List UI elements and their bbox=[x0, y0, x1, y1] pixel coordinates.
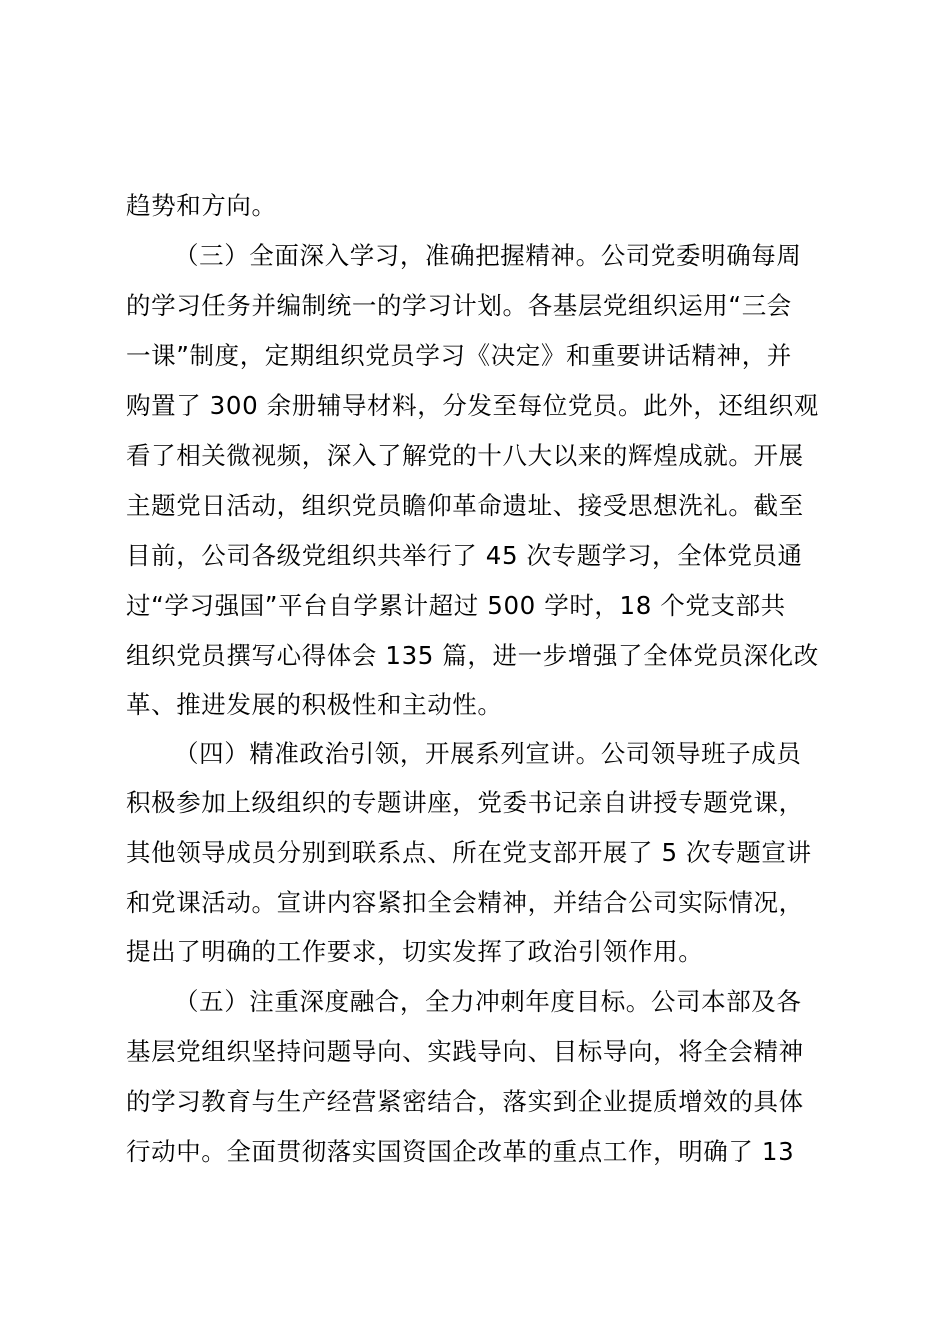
text-line: 购置了 300 余册辅导材料，分发至每位党员。此外，还组织观 bbox=[126, 391, 819, 420]
text-line: 目前，公司各级党组织共举行了 45 次专题学习，全体党员通 bbox=[126, 541, 803, 570]
section-heading-3: （三）全面深入学习，准确把握精神。公司党委明确每周 bbox=[174, 241, 802, 270]
text-line: 的学习教育与生产经营紧密结合，落实到企业提质增效的具体 bbox=[126, 1087, 804, 1116]
section-heading-4: （四）精准政治引领，开展系列宣讲。公司领导班子成员 bbox=[174, 739, 802, 768]
text-line: 看了相关微视频，深入了解党的十八大以来的辉煌成就。开展 bbox=[126, 441, 804, 470]
text-line: 其他领导成员分别到联系点、所在党支部开展了 5 次专题宣讲 bbox=[126, 838, 812, 867]
text-line: 行动中。全面贯彻落实国资国企改革的重点工作，明确了 13 bbox=[126, 1137, 795, 1166]
section-heading-5: （五）注重深度融合，全力冲刺年度目标。公司本部及各 bbox=[174, 987, 802, 1016]
text-line: 的学习任务并编制统一的学习计划。各基层党组织运用“三会 bbox=[126, 291, 792, 320]
text-line: 过“学习强国”平台自学累计超过 500 学时，18 个党支部共 bbox=[126, 591, 786, 620]
text-line: 主题党日活动，组织党员瞻仰革命遗址、接受思想洗礼。截至 bbox=[126, 491, 804, 520]
text-line: 提出了明确的工作要求，切实发挥了政治引领作用。 bbox=[126, 937, 704, 966]
text-line: 组织党员撰写心得体会 135 篇，进一步增强了全体党员深化改 bbox=[126, 641, 819, 670]
text-line: 和党课活动。宣讲内容紧扣全会精神，并结合公司实际情况， bbox=[126, 888, 804, 917]
text-line: 革、推进发展的积极性和主动性。 bbox=[126, 690, 503, 719]
text-line: 趋势和方向。 bbox=[126, 191, 277, 220]
text-line: 基层党组织坚持问题导向、实践导向、目标导向，将全会精神 bbox=[126, 1037, 804, 1066]
text-line: 一课”制度，定期组织党员学习《决定》和重要讲话精神，并 bbox=[126, 341, 792, 370]
text-line: 积极参加上级组织的专题讲座，党委书记亲自讲授专题党课， bbox=[126, 788, 804, 817]
